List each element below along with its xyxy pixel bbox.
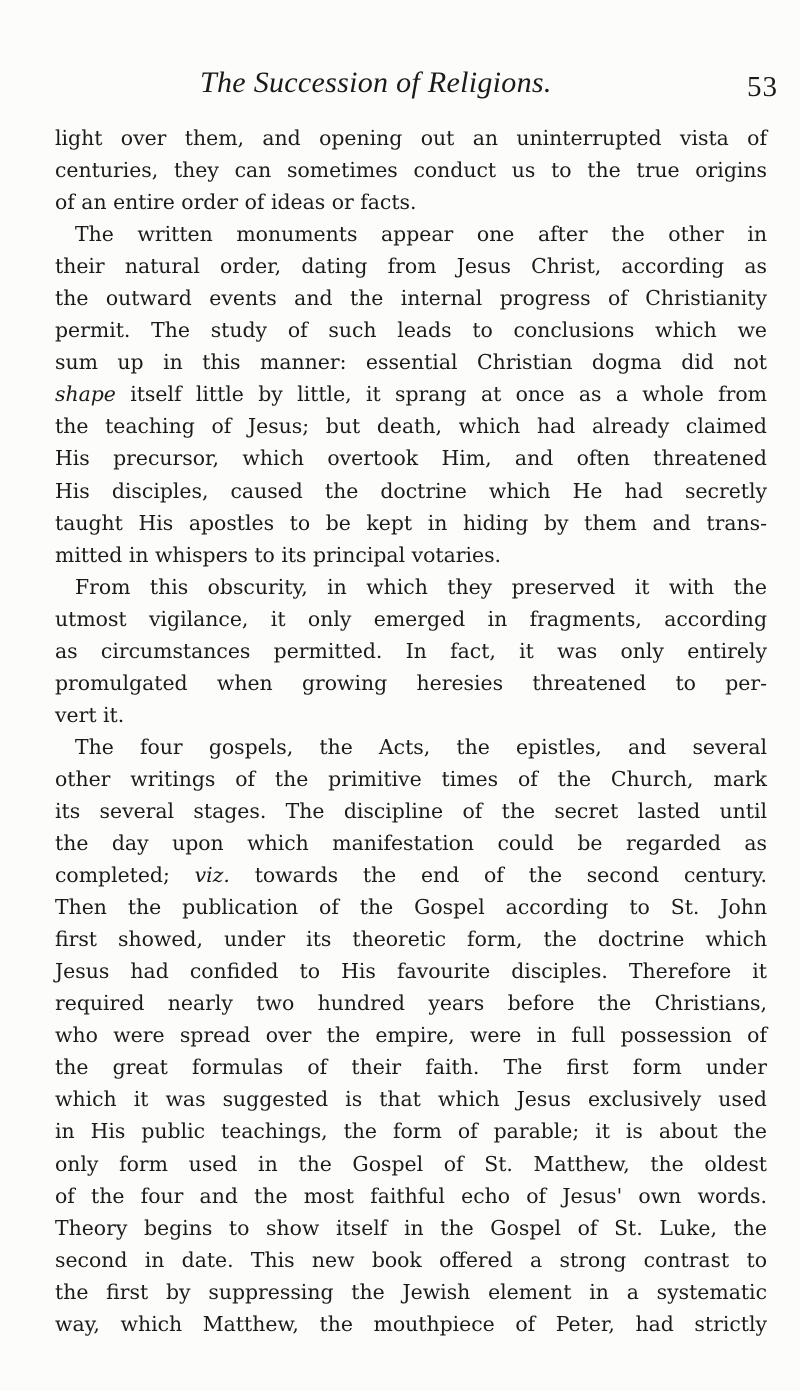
- text-line: Theory begins to show itself in the Gospel of St. Luke, the: [55, 1215, 767, 1240]
- text-line: the teaching of Jesus; but death, which had already claimed: [55, 414, 767, 439]
- text-line: taught His apostles to be kept in hiding by them and trans-: [55, 510, 767, 535]
- text-line: light over them, and opening out an uninterrupted vista of: [55, 126, 767, 150]
- text-line: sum up in this manner: essential Christian dogma did not: [55, 350, 767, 375]
- text-line: permit. The study of such leads to conclusions which we: [55, 318, 767, 343]
- text-line: other writings of the primitive times of the Church, mark: [55, 766, 767, 791]
- page-number: 53: [747, 71, 778, 103]
- italic-word: viz.: [194, 863, 230, 888]
- text-line: required nearly two hundred years before the Christians,: [55, 991, 767, 1016]
- text-line: completed; viz. towards the end of the second century.: [55, 863, 767, 888]
- text-line: the great formulas of their faith. The first form under: [55, 1055, 767, 1080]
- italic-word: shape: [55, 382, 116, 407]
- text-line: of an entire order of ideas or facts.: [55, 190, 417, 215]
- text-line: centuries, they can sometimes conduct us to the true origins: [55, 158, 767, 183]
- paragraph-start-line: The four gospels, the Acts, the epistles, and several: [75, 734, 767, 759]
- text-line: in His public teachings, the form of parable; it is about the: [55, 1119, 767, 1144]
- text-line: the day upon which manifestation could be regarded as: [55, 831, 767, 856]
- text-line: Jesus had confided to His favourite disciples. Therefore it: [55, 959, 767, 984]
- text-line: utmost vigilance, it only emerged in fragments, according: [55, 606, 767, 631]
- text-line: His disciples, caused the doctrine which He had secretly: [55, 478, 767, 503]
- text-line: the outward events and the internal progress of Christianity: [55, 286, 767, 311]
- text-line: its several stages. The discipline of the secret lasted until: [55, 798, 767, 823]
- paragraph-start-line: From this obscurity, in which they preserved it with the: [75, 574, 767, 599]
- text-line: who were spread over the empire, were in full possession of: [55, 1023, 767, 1048]
- text-line: the first by suppressing the Jewish element in a systematic: [55, 1279, 767, 1304]
- running-title: The Succession of Religions.: [200, 66, 552, 99]
- body-text: [55, 122, 767, 1340]
- text-line: second in date. This new book offered a strong contrast to: [55, 1247, 767, 1272]
- text-line: mitted in whispers to its principal votaries.: [55, 542, 502, 567]
- text-line: vert it.: [55, 702, 125, 727]
- text-line: way, which Matthew, the mouthpiece of Peter, had strictly: [55, 1311, 767, 1336]
- text-line: which it was suggested is that which Jesus exclusively used: [55, 1087, 767, 1112]
- text-line: Then the publication of the Gospel according to St. John: [55, 895, 767, 920]
- running-head: [0, 66, 800, 106]
- text-line: only form used in the Gospel of St. Matthew, the oldest: [55, 1151, 767, 1176]
- text-line: as circumstances permitted. In fact, it was only entirely: [55, 638, 767, 663]
- text-line: shape itself little by little, it sprang at once as a whole from: [55, 382, 767, 407]
- text-line: their natural order, dating from Jesus Christ, according as: [55, 254, 767, 279]
- paragraph-start-line: The written monuments appear one after the other in: [75, 222, 767, 247]
- text-line: His precursor, which overtook Him, and often threatened: [55, 446, 767, 471]
- text-line: of the four and the most faithful echo of Jesus' own words.: [55, 1183, 767, 1208]
- text-line: first showed, under its theoretic form, the doctrine which: [55, 927, 767, 952]
- text-line: promulgated when growing heresies threatened to per-: [55, 670, 767, 695]
